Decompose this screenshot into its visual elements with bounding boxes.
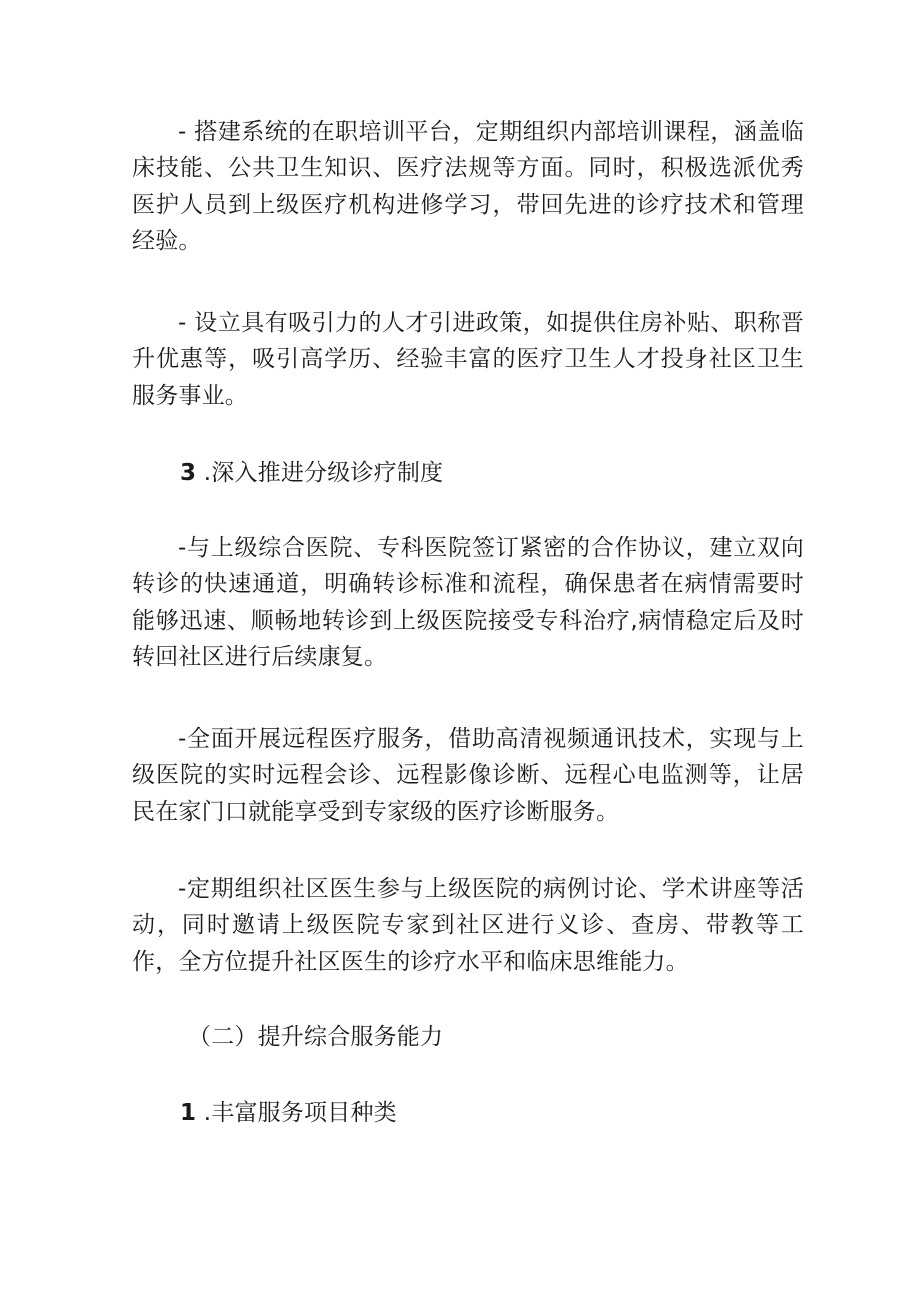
paragraph-two-way-referral: -与上级综合医院、专科医院签订紧密的合作协议，建立双向转诊的快速通道，明确转诊标准和流程，确保患者在病情需要时能够迅速、顺畅地转诊到上级医院接受专科治疗,病情稳定后及时转回社区进行后续康复。 [132, 535, 804, 671]
paragraph-doctor-training: -定期组织社区医生参与上级医院的病例讨论、学术讲座等活动，同时邀请上级医院专家到社区进行义诊、查房、带教等工作，全方位提升社区医生的诊疗水平和临床思维能力。 [132, 876, 804, 975]
heading-number: 3 [180, 460, 197, 486]
paragraph-telemedicine: -全面开展远程医疗服务，借助高清视频通讯技术，实现与上级医院的实时远程会诊、远程影像诊断、远程心电监测等，让居民在家门口就能享受到专家级的医疗诊断服务。 [132, 726, 804, 825]
heading-number: 1 [180, 1100, 197, 1126]
heading-text: .深入推进分级诊疗制度 [196, 460, 444, 486]
heading-section-two: （二）提升综合服务能力 [188, 1024, 444, 1050]
paragraph-training-platform: - 搭建系统的在职培训平台，定期组织内部培训课程，涵盖临床技能、公共卫生知识、医疗法规等方面。同时，积极选派优秀医护人员到上级医疗机构进修学习，带回先进的诊疗技术和管理经验。 [132, 119, 804, 255]
paragraph-talent-policy: - 设立具有吸引力的人才引进政策，如提供住房补贴、职称晋升优惠等，吸引高学历、经验丰富的医疗卫生人才投身社区卫生服务事业。 [132, 310, 804, 409]
heading-service-items [180, 1095, 852, 1131]
heading-text: .丰富服务项目种类 [196, 1100, 397, 1126]
heading-tiered-diagnosis [180, 455, 852, 491]
